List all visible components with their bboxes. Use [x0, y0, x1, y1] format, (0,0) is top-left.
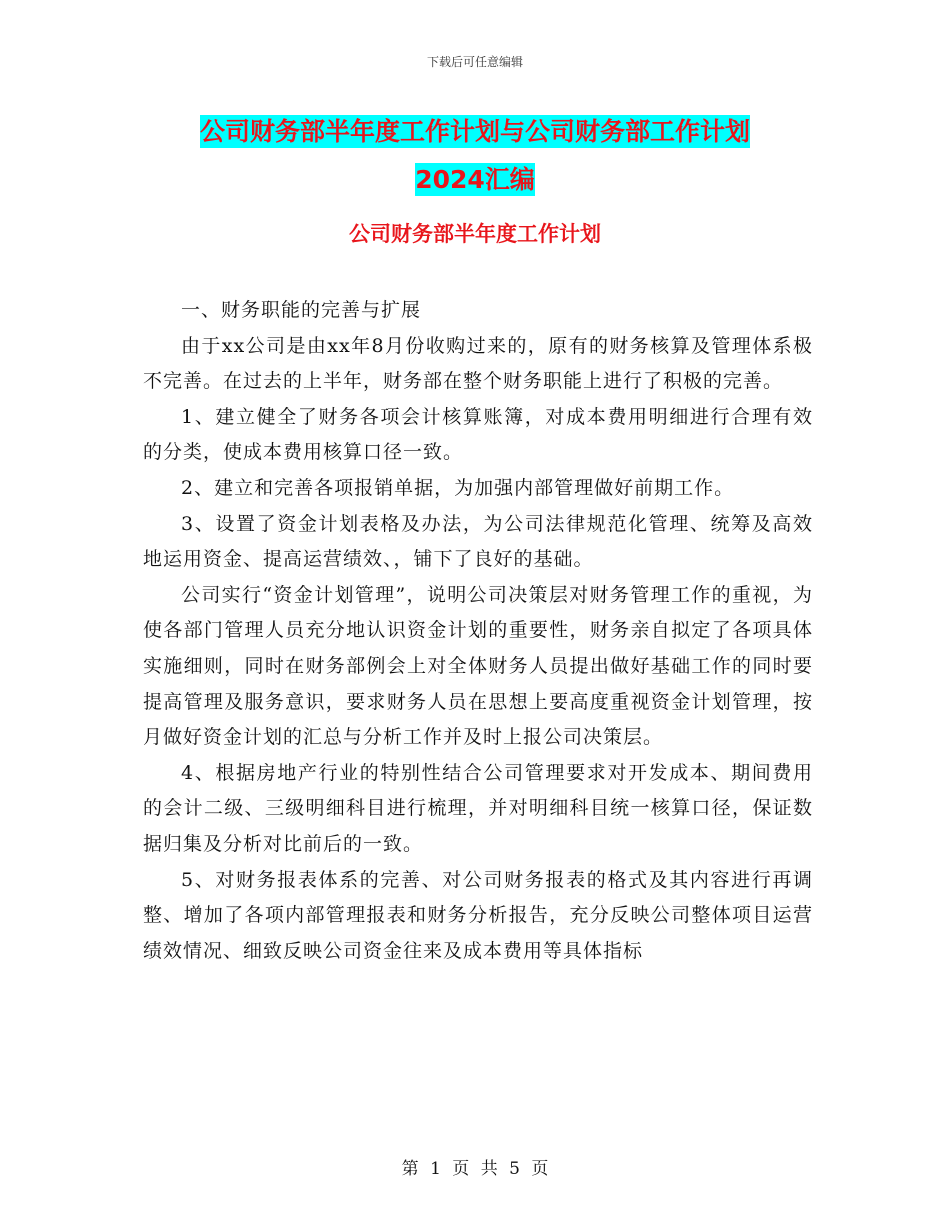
- paragraph: 1、建立健全了财务各项会计核算账簿，对成本费用明细进行合理有效的分类，使成本费用核算口径一致。: [143, 405, 813, 464]
- document-body: [143, 293, 813, 969]
- paragraph: 2、建立和完善各项报销单据，为加强内部管理做好前期工作。: [181, 476, 735, 499]
- paragraph: 3、设置了资金计划表格及办法，为公司法律规范化管理、统筹及高效地运用资金、提高运营绩效、，铺下了良好的基础。: [143, 512, 813, 571]
- section-heading: 一、财务职能的完善与扩展: [181, 299, 422, 321]
- paragraph: 公司实行“资金计划管理”，说明公司决策层对财务管理工作的重视，为使各部门管理人员充分地认识资金计划的重要性，财务亲自拟定了各项具体实施细则，同时在财务部例会上对全体财务人员提出做好基础工作的同时要提高管理及服务意识，要求财务人员在思想上要高度重视资金计划管理，按月做好资金计划的汇总与分析工作并及时上报公司决策层。: [143, 583, 813, 749]
- document-title: [0, 108, 950, 204]
- paragraph: 5、对财务报表体系的完善、对公司财务报表的格式及其内容进行再调整、增加了各项内部管理报表和财务分析报告，充分反映公司整体项目运营绩效情况、细致反映公司资金往来及成本费用等具体指标: [143, 868, 813, 962]
- section-title: 公司财务部半年度工作计划: [349, 222, 601, 246]
- paragraph: 由于xx公司是由xx年8月份收购过来的，原有的财务核算及管理体系极不完善。在过去的上半年，财务部在整个财务职能上进行了积极的完善。: [143, 334, 813, 393]
- document-title-line-2: 2024汇编: [415, 165, 535, 194]
- page-number-footer: 第 1 页 共 5 页: [401, 1159, 549, 1179]
- paragraph: 4、根据房地产行业的特别性结合公司管理要求对开发成本、期间费用的会计二级、三级明细科目进行梳理，并对明细科目统一核算口径，保证数据归集及分析对比前后的一致。: [143, 761, 813, 855]
- header-note: 下载后可任意编辑: [426, 55, 523, 69]
- document-title-line-1: 公司财务部半年度工作计划与公司财务部工作计划: [199, 117, 750, 146]
